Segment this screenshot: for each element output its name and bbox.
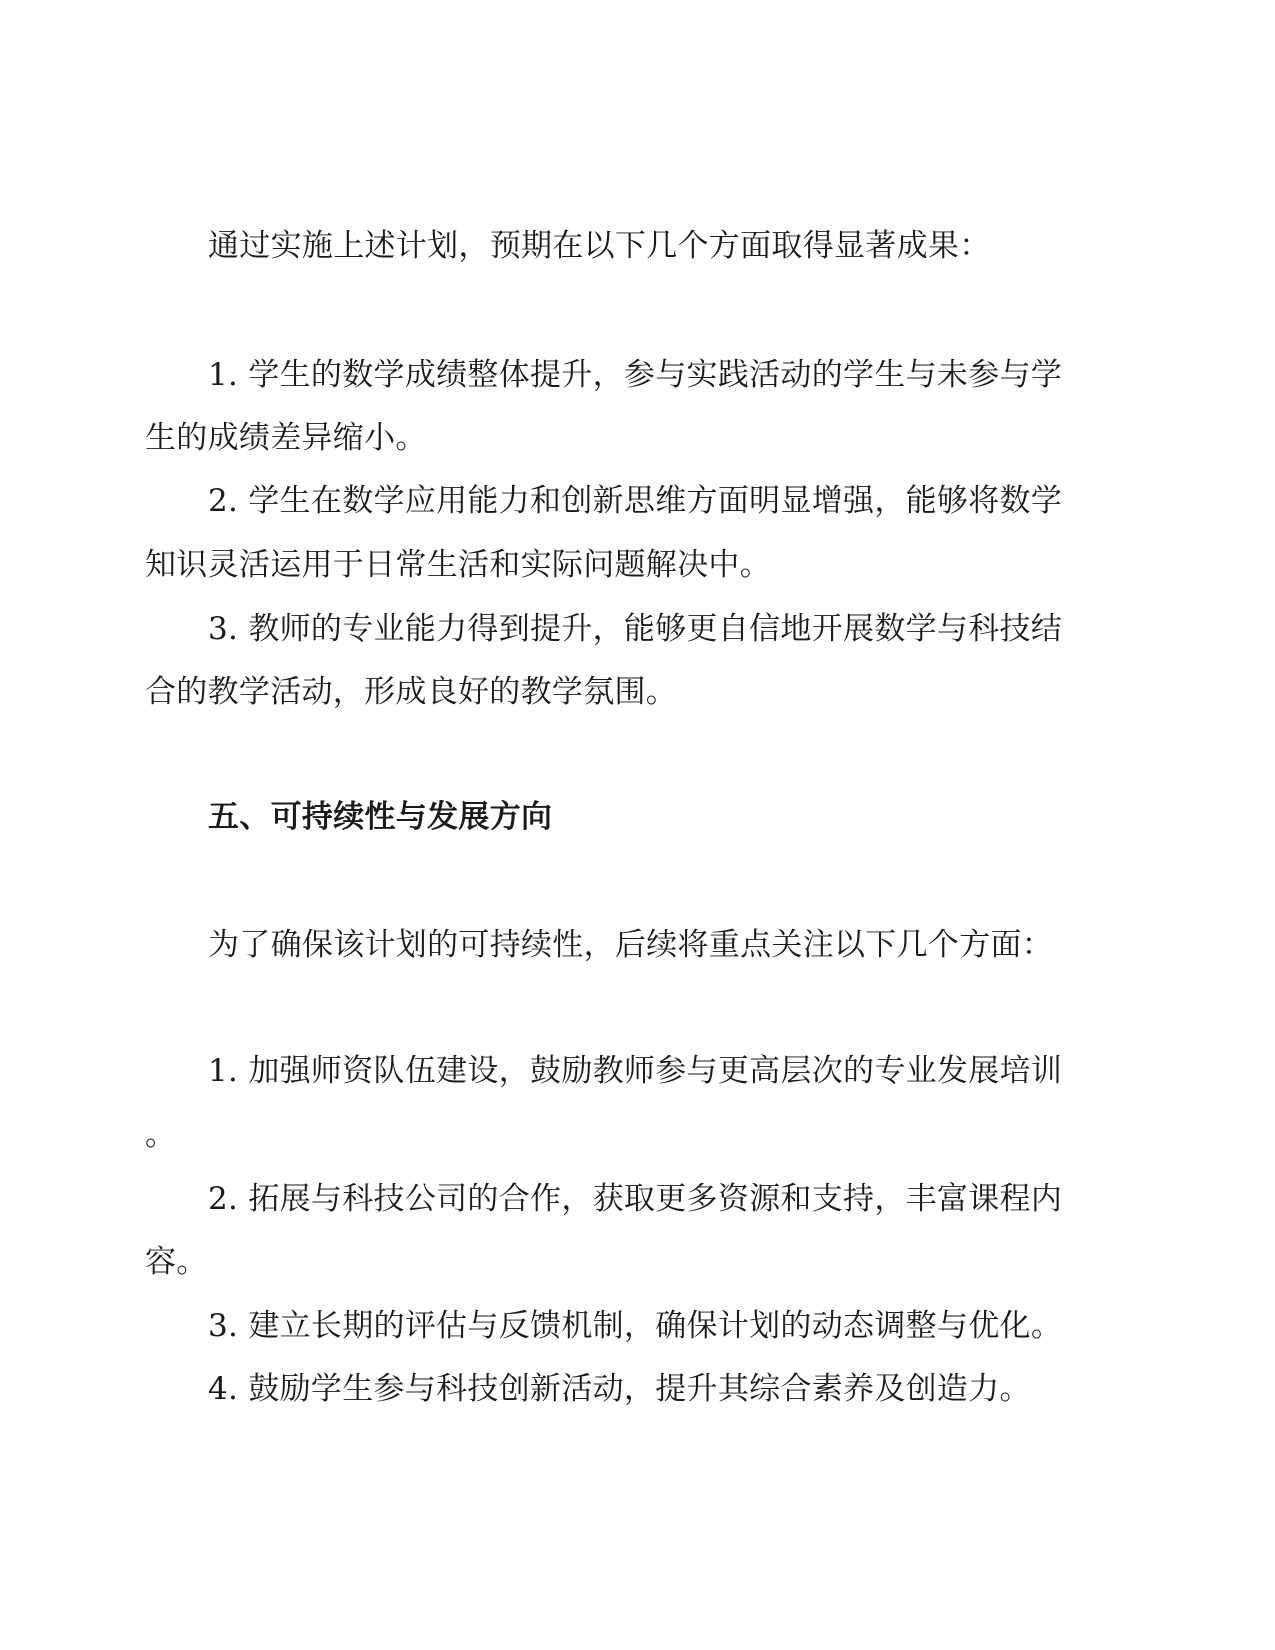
direction-item-4: 4. 鼓励学生参与科技创新活动，提升其综合素养及创造力。 [208, 1371, 1031, 1407]
intro-paragraph: 通过实施上述计划，预期在以下几个方面取得显著成果： [208, 228, 991, 264]
direction-item-1-line-2: 。 [145, 1117, 177, 1153]
direction-item-3: 3. 建立长期的评估与反馈机制，确保计划的动态调整与优化。 [208, 1308, 1063, 1344]
result-item-2-line-2: 知识灵活运用于日常生活和实际问题解决中。 [145, 547, 771, 583]
result-item-1-line-1: 1. 学生的数学成绩整体提升，参与实践活动的学生与未参与学 [208, 357, 1063, 393]
result-item-2-line-1: 2. 学生在数学应用能力和创新思维方面明显增强，能够将数学 [208, 483, 1063, 519]
section-heading: 五、可持续性与发展方向 [208, 799, 553, 835]
section-intro-paragraph: 为了确保该计划的可持续性，后续将重点关注以下几个方面： [208, 927, 1054, 963]
direction-item-2-line-1: 2. 拓展与科技公司的合作，获取更多资源和支持，丰富课程内 [208, 1181, 1063, 1217]
result-item-1-line-2: 生的成绩差异缩小。 [145, 420, 427, 456]
result-item-3-line-2: 合的教学活动，形成良好的教学氛围。 [145, 674, 678, 710]
direction-item-2-line-2: 容。 [145, 1244, 208, 1280]
result-item-3-line-1: 3. 教师的专业能力得到提升，能够更自信地开展数学与科技结 [208, 611, 1063, 647]
direction-item-1-line-1: 1. 加强师资队伍建设，鼓励教师参与更高层次的专业发展培训 [208, 1053, 1063, 1089]
